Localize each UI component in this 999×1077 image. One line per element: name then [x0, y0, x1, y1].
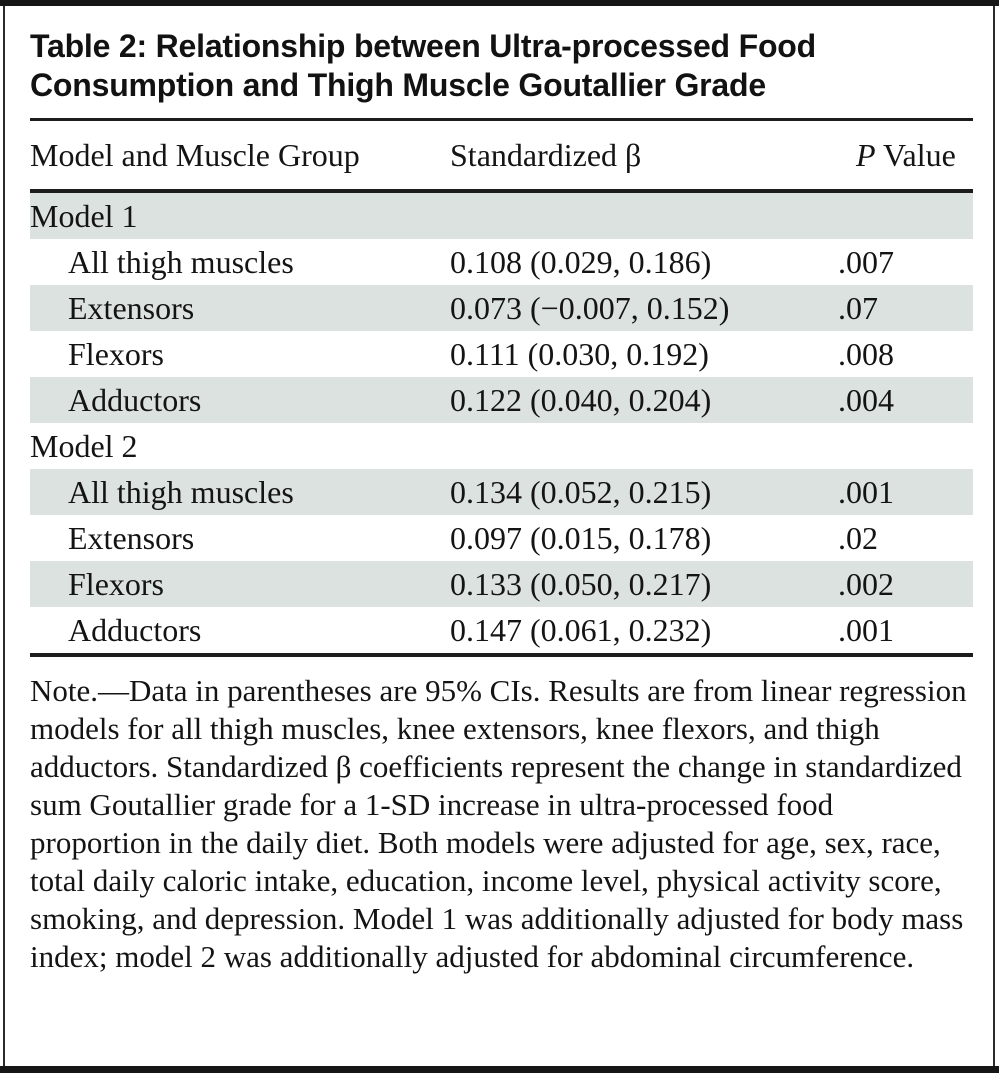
table-row — [30, 377, 973, 423]
row-label: All thigh muscles — [68, 243, 294, 280]
row-label: Adductors — [68, 381, 202, 418]
table-row — [30, 561, 973, 607]
row-beta: 0.122 (0.040, 0.204) — [450, 381, 712, 418]
header-standardized-beta: Standardized β — [450, 136, 642, 173]
row-label: Extensors — [68, 289, 195, 326]
p-value-rest: Value — [875, 136, 956, 173]
table-row — [30, 607, 973, 653]
row-p-value: .001 — [838, 611, 894, 648]
row-p-value: .004 — [838, 381, 894, 418]
row-p-value: .07 — [838, 289, 878, 326]
row-p-value: .001 — [838, 473, 894, 510]
table-row — [30, 515, 973, 561]
row-label: Flexors — [68, 335, 164, 372]
row-beta: 0.147 (0.061, 0.232) — [450, 611, 712, 648]
table-title: Table 2: Relationship between Ultra-processed Food Consumption and Thigh Muscle Goutallier Grade — [30, 28, 816, 103]
table-note: Note.—Data in parentheses are 95% CIs. Results are from linear regression models for all thigh muscles, knee extensors, knee flexors, and thigh adductors. Standardized β coefficients represent the change in standardized sum Goutallier grade for a 1-SD increase in ultra-processed food proportion in the daily diet. Both models were adjusted for age, sex, race, total daily caloric intake, education, income level, physical activity score, smoking, and depression. Model 1 was additionally adjusted for body mass index; model 2 was additionally adjusted for abdominal circumference. — [30, 673, 967, 974]
table-row — [30, 285, 973, 331]
row-label: Model 2 — [30, 427, 138, 464]
row-label: All thigh muscles — [68, 473, 294, 510]
row-p-value: .008 — [838, 335, 894, 372]
table-row-model-1-section — [30, 193, 973, 239]
figure-frame — [3, 6, 995, 1066]
table-body — [30, 193, 973, 653]
row-p-value: .007 — [838, 243, 894, 280]
table-row — [30, 239, 973, 285]
row-label: Model 1 — [30, 197, 138, 234]
row-beta: 0.111 (0.030, 0.192) — [450, 335, 709, 372]
row-p-value: .002 — [838, 565, 894, 602]
table-row — [30, 469, 973, 515]
row-label: Flexors — [68, 565, 164, 602]
bottom-border-rule — [0, 1066, 999, 1073]
p-value-italic-p: P — [856, 136, 876, 173]
row-p-value: .02 — [838, 519, 878, 556]
table-bottom-rule — [30, 653, 973, 657]
row-beta: 0.073 (−0.007, 0.152) — [450, 289, 730, 326]
row-beta: 0.134 (0.052, 0.215) — [450, 473, 712, 510]
header-p-value — [838, 137, 973, 174]
row-label: Adductors — [68, 611, 202, 648]
table-row-model-2-section — [30, 423, 973, 469]
row-beta: 0.133 (0.050, 0.217) — [450, 565, 712, 602]
row-beta: 0.108 (0.029, 0.186) — [450, 243, 712, 280]
row-label: Extensors — [68, 519, 195, 556]
table-header-row — [30, 121, 973, 189]
table-row — [30, 331, 973, 377]
header-model-and-muscle-group: Model and Muscle Group — [30, 136, 360, 173]
row-beta: 0.097 (0.015, 0.178) — [450, 519, 712, 556]
